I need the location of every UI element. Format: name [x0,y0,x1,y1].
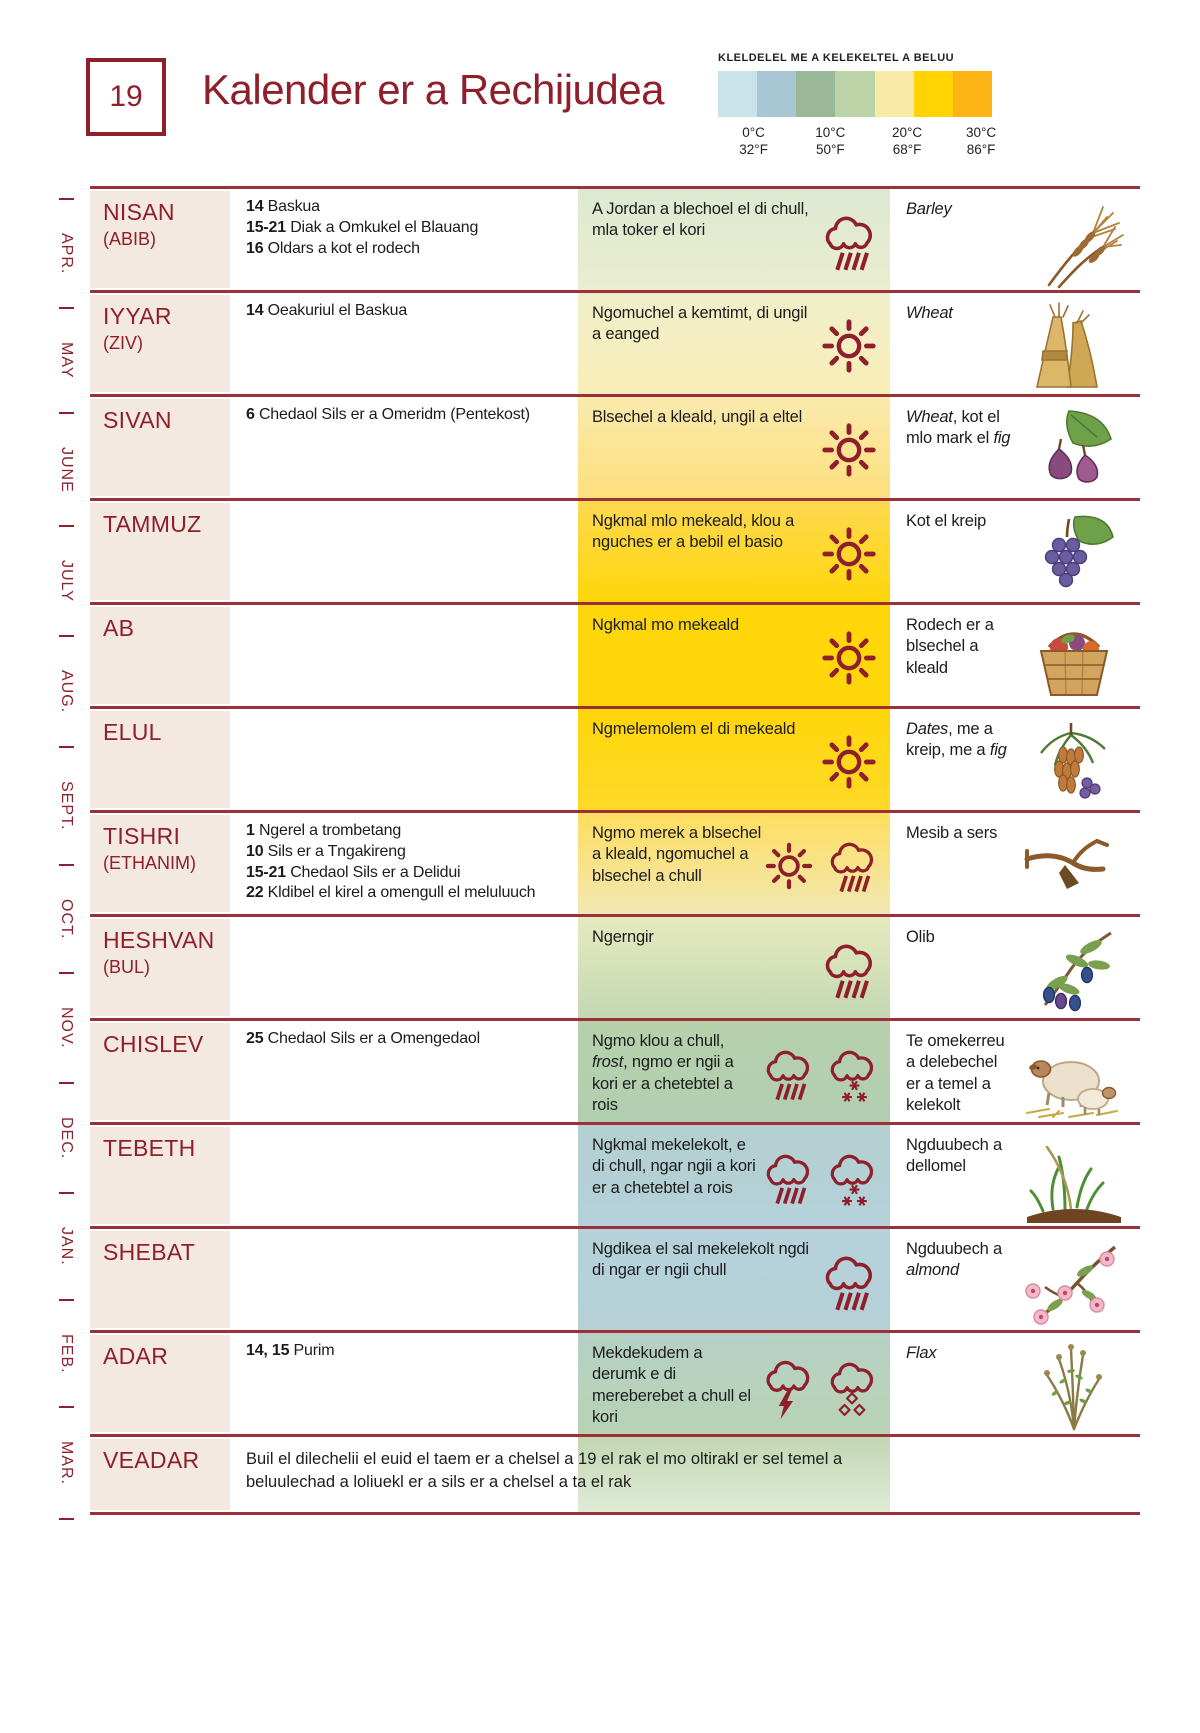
hebrew-month-name: VEADAR [103,1447,200,1473]
axis-tick [59,635,74,637]
scale-swatch [953,71,992,117]
sheep-illustration [1012,1029,1136,1120]
chart-number-badge: 19 [86,58,166,136]
weather-cell [578,709,890,810]
hebrew-month-name: NISAN [103,199,175,225]
hebrew-month-name: ADAR [103,1343,169,1369]
almond-blossom-illustration [1012,1237,1136,1328]
scale-label: 20°C 68°F [891,125,923,157]
crop-description: Wheat, kot el mlo mark el fig [906,408,1011,448]
axis-tick [59,864,74,866]
axis-tick [59,1299,74,1301]
rain-cloud-icon [818,934,880,1006]
gregorian-month-label: OCT. [58,898,75,940]
gregorian-month-label: FEB. [58,1333,75,1374]
weather-description: Ngkmal mo mekeald [592,616,739,634]
plow-illustration [1012,821,1136,912]
hebrew-month-alt-name: (BUL) [103,957,151,977]
axis-tick [59,1082,74,1084]
crop-description: Wheat [906,304,953,322]
month-row-iyyar [90,290,1140,394]
hebrew-month-name: IYYAR [103,303,172,329]
scale-labels [718,125,997,163]
crop-cell [890,1125,1140,1226]
events-cell [230,1021,578,1122]
weather-description: Ngmo merek a blsechel a kleald, ngomuchel a blsechel a chull [592,824,762,885]
wheat-sheaf-illustration [1012,301,1136,392]
weather-cell [578,189,890,290]
sun-icon [818,315,880,377]
events-cell [230,1229,578,1330]
month-row-ab [90,602,1140,706]
weather-cell [578,1333,890,1434]
axis-tick [59,198,74,200]
scale-swatch [718,71,757,117]
month-cell [90,1231,230,1328]
weather-cell [578,1021,890,1122]
gregorian-month-label: JULY [58,560,75,603]
weather-description: Ngkmal mekelekolt, e di chull, ngar ngii a kori er a chetebtel a rois [592,1136,756,1197]
month-cell [90,919,230,1016]
hail-cloud-icon [824,1353,880,1419]
weather-cell [578,1229,890,1330]
crop-cell [890,1021,1140,1122]
crop-cell [890,1333,1140,1434]
hebrew-month-alt-name: (ETHANIM) [103,853,196,873]
hebrew-month-name: TEBETH [103,1135,196,1161]
hebrew-month-alt-name: (ZIV) [103,333,143,353]
crop-description: Dates, me a kreip, me a fig [906,720,1007,760]
gregorian-month-label: NOV. [58,1007,75,1049]
events-cell [230,293,578,394]
gregorian-month-label: SEPT. [58,781,75,831]
event-item: 16 Oldars a kot el rodech [246,239,420,257]
month-cell [90,1127,230,1224]
sun-icon [818,627,880,689]
crop-cell [890,605,1140,706]
weather-description: Ngkmal mlo mekeald, klou a nguches er a bebil el basio [592,512,795,552]
axis-tick [59,412,74,414]
crop-cell [890,501,1140,602]
events-cell [230,1125,578,1226]
crop-cell [890,189,1140,290]
thunder-cloud-icon [760,1351,816,1421]
axis-tick [59,1406,74,1408]
weather-description: Ngerngir [592,928,654,946]
hebrew-month-name: SHEBAT [103,1239,196,1265]
sun-icon [818,523,880,585]
weather-cell [578,813,890,914]
rain-cloud-icon [824,833,880,899]
event-item: 14 Baskua [246,198,320,215]
crop-cell [890,397,1140,498]
figs-illustration [1012,405,1136,496]
month-row-sivan [90,394,1140,498]
month-row-adar [90,1330,1140,1434]
crop-description: Kot el kreip [906,512,987,530]
weather-description: Ngdikea el sal mekelekolt ngdi di ngar er ngii chull [592,1240,809,1280]
month-row-elul [90,706,1140,810]
weather-cell [578,917,890,1018]
weather-cell [578,1125,890,1226]
crop-description: Ngduubech a almond [906,1240,1002,1280]
month-cell [90,191,230,288]
month-row-tishri [90,810,1140,914]
sun-icon [762,839,816,893]
hebrew-month-name: ELUL [103,719,162,745]
event-item: 6 Chedaol Sils er a Omeridm (Pentekost) [246,406,530,423]
hebrew-month-name: CHISLEV [103,1031,204,1057]
event-item: 22 Kldibel el kirel a omengull el meluluuch [246,884,536,902]
weather-cell [578,293,890,394]
gregorian-month-label: DEC. [58,1116,75,1159]
scale-swatch [796,71,835,117]
axis-tick [59,746,74,748]
month-row-veadar [90,1434,1140,1512]
month-row-heshvan [90,914,1140,1018]
events-cell [230,189,578,290]
barley-illustration [1012,197,1136,288]
weather-description: Blsechel a kleald, ungil a eltel [592,408,803,426]
weather-cell [578,501,890,602]
events-cell [230,501,578,602]
rain-cloud-icon [818,1246,880,1318]
month-cell [90,399,230,496]
event-item: 14, 15 Purim [246,1342,335,1359]
hebrew-month-name: AB [103,615,135,641]
month-row-chislev [90,1018,1140,1122]
axis-tick [59,972,74,974]
weather-description: Ngmo klou a chull, frost, ngmo er ngii a kori er a chetebtel a rois [592,1032,734,1115]
month-cell [90,1023,230,1120]
dates-illustration [1012,717,1136,808]
temperature-scale [718,71,992,117]
temperature-legend [718,52,997,163]
axis-tick [59,307,74,309]
crop-description: Te omekerreu a delebechel er a temel a kelekolt [906,1032,1005,1115]
crop-cell [890,917,1140,1018]
month-cell [90,711,230,808]
fruit-basket-illustration [1012,613,1136,704]
hebrew-month-name: TAMMUZ [103,511,202,537]
month-cell [90,815,230,912]
olives-illustration [1012,925,1136,1016]
crop-description: Ngduubech a dellomel [906,1136,1002,1176]
scale-label: 10°C 50°F [815,125,846,157]
gregorian-month-label: JUNE [58,446,75,493]
event-item: 1 Ngerel a trombetang [246,822,402,839]
events-cell [230,813,578,914]
crop-description: Mesib a sers [906,824,998,842]
weather-cell [578,605,890,706]
event-item: 15-21 Diak a Omkukel el Blauang [246,218,479,236]
weather-description: Mekdekudem a derumk e di mereberebet a chull el kori [592,1344,751,1427]
veadar-note: Buil el dilechelii el euid el taem er a chelsel a 19 el rak el mo oltirakl er sel temel a beluulechad a loliuekl er a sils er a chelsel a ta el rak [246,1450,843,1492]
scale-label: 30°C 86°F [965,125,997,157]
rain-cloud-icon [760,1145,816,1211]
snow-cloud-icon [824,1041,880,1107]
page-title: Kalender er a Rechijudea [202,66,664,113]
month-row-tebeth [90,1122,1140,1226]
month-row-shebat [90,1226,1140,1330]
gregorian-month-axis [48,198,84,1520]
grapes-illustration [1012,509,1136,600]
sun-icon [818,731,880,793]
events-cell [230,709,578,810]
scale-swatch [875,71,914,117]
rain-cloud-icon [760,1041,816,1107]
sun-icon [818,419,880,481]
sprouting-plants-illustration [1012,1133,1136,1224]
crop-cell [890,293,1140,394]
scale-label: 0°C 32°F [739,125,768,157]
gregorian-month-label: MAY [58,342,75,379]
crop-description: Olib [906,928,935,946]
crop-description: Barley [906,200,952,218]
event-item: 25 Chedaol Sils er a Omengedaol [246,1030,480,1047]
month-cell [90,295,230,392]
crop-description: Rodech er a blsechel a kleald [906,616,994,677]
legend-title: KLELDELEL ME A KELEKELTEL A BELUU [718,52,955,64]
calendar-table [90,186,1140,1515]
month-cell [90,607,230,704]
hebrew-month-name: SIVAN [103,407,172,433]
hebrew-month-name: HESHVAN [103,927,215,953]
scale-swatch [835,71,874,117]
events-cell [230,917,578,1018]
gregorian-month-label: APR. [58,232,75,275]
month-row-tammuz [90,498,1140,602]
month-cell [90,1335,230,1432]
snow-cloud-icon [824,1145,880,1211]
event-item: 14 Oeakuriul el Baskua [246,302,408,319]
weather-description: Ngmelemolem el di mekeald [592,720,796,738]
events-cell [230,397,578,498]
month-cell [90,503,230,600]
hebrew-month-name: TISHRI [103,823,181,849]
rain-cloud-icon [818,206,880,278]
event-item: 15-21 Chedaol Sils er a Delidui [246,863,461,881]
axis-tick [59,1192,74,1194]
scale-swatch [914,71,953,117]
gregorian-month-label: MAR. [58,1441,75,1485]
gregorian-month-label: AUG. [58,670,75,714]
crop-description: Flax [906,1344,937,1362]
month-row-nisan [90,186,1140,290]
hebrew-month-alt-name: (ABIB) [103,229,157,249]
gregorian-month-label: JAN. [58,1226,75,1266]
crop-cell [890,813,1140,914]
flax-illustration [1012,1341,1136,1432]
scale-swatch [757,71,796,117]
axis-tick [59,1518,74,1520]
crop-cell [890,1229,1140,1330]
weather-description: A Jordan a blechoel el di chull, mla toker el kori [592,200,809,240]
crop-cell [890,709,1140,810]
month-cell [90,1439,230,1510]
event-item: 10 Sils er a Tngakireng [246,842,406,860]
axis-tick [59,525,74,527]
weather-description: Ngomuchel a kemtimt, di ungil a eanged [592,304,808,344]
weather-cell [578,397,890,498]
events-cell [230,1333,578,1434]
events-cell [230,605,578,706]
